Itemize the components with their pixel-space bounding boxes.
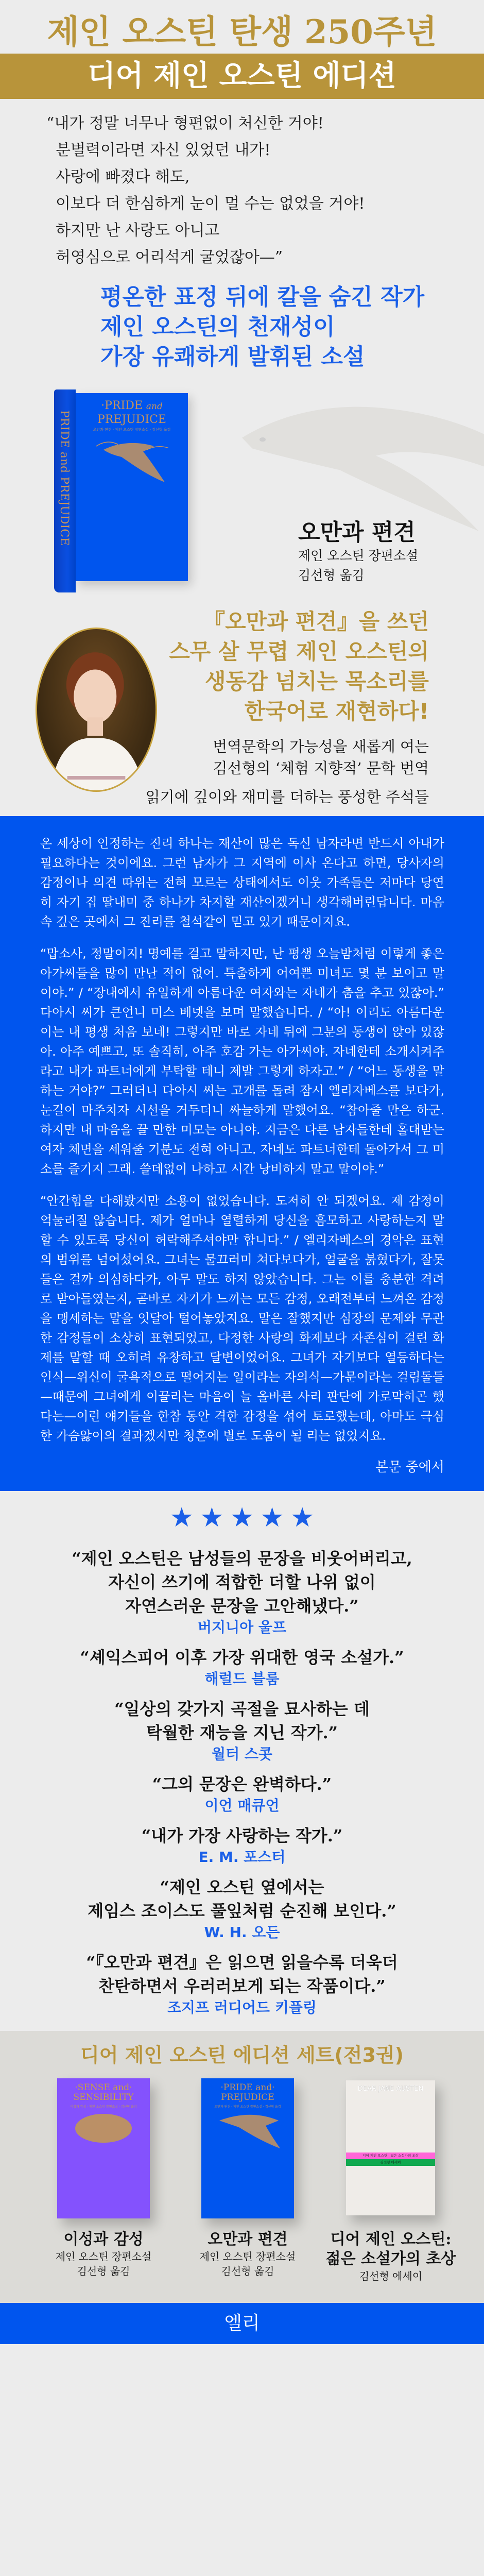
praise-author: 버지니아 울프 <box>197 1619 287 1636</box>
edition-title: 디어 제인 오스틴 에디션 <box>88 59 396 93</box>
star-icon: ★ <box>260 1502 284 1533</box>
star-icon: ★ <box>169 1502 194 1533</box>
set-books <box>0 2078 484 2223</box>
book-title: 오만과 편견 <box>298 519 416 546</box>
rose-icon <box>73 2110 134 2146</box>
set-section <box>0 2031 484 2303</box>
set-book-pride-and-prejudice <box>201 2078 294 2218</box>
anniversary-title: 제인 오스틴 탄생 250주년 <box>47 13 437 52</box>
footer <box>0 2303 484 2344</box>
set-book-label: 오만과 편견 제인 오스틴 장편소설 김선형 옮김 <box>199 2230 296 2277</box>
feature-note: 읽기에 깊이와 재미를 더하는 풍성한 주석들 <box>145 788 429 806</box>
publisher-logo: 엘리 <box>224 2313 260 2334</box>
cover-subtitle: 오만과 편견 · 제인 오스틴 장편소설 · 김선형 옮김 <box>214 2105 281 2109</box>
headline-line: 『오만과 편견』을 쓰던 <box>203 609 429 634</box>
rating-stars <box>170 1504 315 1531</box>
praise-author: W. H. 오든 <box>204 1924 280 1941</box>
tagline-line: 가장 유쾌하게 발휘된 소설 <box>100 344 365 370</box>
praise-quote: “제인 오스틴은 남성들의 문장을 비웃어버리고, 자신이 쓰기에 적합한 더할 나위 없이 자연스러운 문장을 고안해냈다.” <box>72 1549 412 1616</box>
excerpt-paragraph: 온 세상이 인정하는 진리 하나는 재산이 많은 독신 남자라면 반드시 아내가 필요하다는 것이에요. 그런 남자가 그 지역에 이사 온다고 하면, 당사자의 감정이나 의견 따위는 전혀 모르는 상태에서도 이웃 가족들은 저마다 당연히 자기 집 딸내미 중 하나가 차지할 재산이겠거니 생각해버린답니다. 마음속 깊은 곳에서 그 진리를 철석같이 믿고 있기 때문이지요. <box>40 836 444 929</box>
set-labels <box>0 2230 484 2292</box>
praise-author: 조지프 러디어드 키플링 <box>167 1999 317 2016</box>
praise-quote: “셰익스피어 이후 가장 위대한 영국 소설가.” <box>80 1648 404 1667</box>
excerpt-paragraph: “안간힘을 다해봤지만 소용이 없었습니다. 도저히 안 되겠어요. 제 감정이 억눌리질 않습니다. 제가 얼마나 열렬하게 당신을 흠모하고 사랑하는지 말할 수 있도록 당신이 허락해주셔야만 합니다.” / 엘리자베스의 경악은 표현의 범위를 넘어섰어요. 그녀는 물끄러미 쳐다보다가, 얼굴을 붉혔다가, 잘못 들은 걸까 의심하다가, 아무 말도 하지 않았습니다. 그는 이를 충분한 격려로 받아들였는지, 곧바로 자기가 느끼는 모든 감정, 오래전부터 느껴온 감정을 맹세하는 말을 잇달아 털어놓았지요. 말은 잘했지만 심장의 문제와 무관한 감정들이 소상히 표현되었고, 다정한 사랑의 화제보다 자존심이 걸린 화제를 말할 때 오히려 유창하고 달변이었어요. 그녀가 자기보다 열등하다는 인식—위신이 굴욕적으로 떨어지는 일이라는 자의식—가문이라는 걸림돌들—때문에 그녀에게 이끌리는 마음이 늘 올바른 사리 판단에 가로막히곤 했다는—이런 얘기들을 한참 동안 격한 감정을 섞어 토로했는데, 아마도 극심한 가슴앓이의 결과겠지만 청혼에 별로 도움이 될 리는 없었지요. <box>40 1194 444 1443</box>
jane-austen-portrait <box>36 628 157 792</box>
book-subtitle: 제인 오스틴 장편소설 <box>298 548 419 563</box>
edition-banner <box>0 54 484 99</box>
cover-band-title: 디어 제인 오스틴 : 젊은 소설가의 초상 <box>346 2153 435 2159</box>
feature-point: 김선형의 ‘체험 지향적’ 문학 번역 <box>213 759 429 777</box>
book-translator: 김선형 옮김 <box>298 568 365 583</box>
set-book-label: 이성과 감성 제인 오스틴 장편소설 김선형 옮김 <box>55 2230 152 2277</box>
excerpt-paragraph: “맙소사, 정말이지! 명예를 걸고 말하지만, 난 평생 오늘밤처럼 이렇게 좋은 아가씨들을 많이 만난 적이 없어. 특출하게 어여쁜 미녀도 몇 분 보이고 말이야.” / “장내에서 유일하게 아름다운 여자와는 자네가 춤을 추고 있잖아.” 다아시 씨가 큰언니 미스 베넷을 보며 말했습니다. / “아! 이리도 아름다운 이는 내 평생 처음 보네! 그렇지만 바로 자네 뒤에 그분의 동생이 앉아 있잖아. 아주 예쁘고, 또 솔직히, 아주 호감 가는 아가씨야. 자네한테 소개시켜주라고 내가 파트너에게 부탁할 테니 제발 그렇게 하자고.” / “어느 동생을 말하는 거야?” 그러더니 다아시 씨는 고개를 돌려 잠시 엘리자베스를 보다가, 눈길이 마주치자 시선을 거두더니 싸늘하게 말했어요. “참아줄 만은 하군. 하지만 내 마음을 끌 만한 미모는 아니야. 지금은 다른 남자들한테 홀대받는 여자 체면을 세워줄 기분도 전혀 아니고. 자네도 파트너한테 돌아가서 그 미소를 즐기지 그래. 쓸데없이 나하고 시간 낭비하지 말고 말이야.” <box>40 946 444 1176</box>
feature-section <box>0 607 484 808</box>
headline-line: 한국어로 재현하다! <box>244 699 429 724</box>
praise-author: 해럴드 블룸 <box>204 1670 280 1687</box>
excerpt-source: 본문 중에서 <box>375 1460 444 1475</box>
praise-quote: “내가 가장 사랑하는 작가.” <box>141 1826 343 1845</box>
cover-subtitle: 이성과 감성 · 제인 오스틴 장편소설 · 김선형 옮김 <box>70 2105 137 2109</box>
quote-line: 분별력이라면 자신 있었던 내가! <box>56 141 271 159</box>
tagline <box>0 282 484 372</box>
set-book-dear-jane-austen <box>346 2080 435 2215</box>
set-title: 디어 제인 오스틴 에디션 세트(전3권) <box>80 2044 404 2066</box>
book-pride-and-prejudice <box>54 385 188 592</box>
excerpt-section <box>0 816 484 1491</box>
quote-line: 하지만 난 사랑도 아니고 <box>56 222 220 240</box>
star-icon: ★ <box>200 1502 224 1533</box>
spine-title: PRIDE and PREJUDICE <box>58 410 71 546</box>
swallow-icon <box>96 435 168 486</box>
tagline-line: 평온한 표정 뒤에 칼을 숨긴 작가 <box>100 284 425 310</box>
set-book-label: 디어 제인 오스틴: 젊은 소설가의 초상 김선형 에세이 <box>325 2230 456 2282</box>
headline-line: 생동감 넘치는 목소리를 <box>205 669 429 694</box>
tagline-line: 제인 오스틴의 천재성이 <box>100 314 335 340</box>
book-spine <box>54 389 76 592</box>
praise-quote: “그의 문장은 완벽하다.” <box>152 1774 332 1794</box>
praise-author: 이언 매큐언 <box>204 1797 280 1814</box>
praise-author: 월터 스콧 <box>212 1745 272 1762</box>
praise-quote: “『오만과 편견』은 읽으면 읽을수록 더욱더 찬탄하면서 우러러보게 되는 작품이다.” <box>86 1953 398 1996</box>
cover-subtitle: 오만과 편견 · 제인 오스틴 장편소설 · 김선형 옮김 <box>93 428 171 432</box>
quote-line: 사랑에 빠졌다 해도, <box>56 168 190 186</box>
star-icon: ★ <box>290 1502 315 1533</box>
star-icon: ★ <box>230 1502 254 1533</box>
book-cover <box>76 393 188 581</box>
opening-quote <box>0 110 484 271</box>
cover-title: ·SENSE and· SENSIBILITY <box>73 2082 134 2103</box>
headline-line: 스무 살 무렵 제인 오스틴의 <box>169 639 429 664</box>
quote-line: 이보다 더 한심하게 눈이 멀 수는 없었을 거야! <box>56 195 365 213</box>
swallow-icon <box>214 2110 281 2149</box>
quote-line: “내가 정말 너무나 형편없이 처신한 거야! <box>46 114 324 132</box>
quote-line: 허영심으로 어리석게 굴었잖아—” <box>56 248 283 266</box>
praise-section <box>0 1531 484 2031</box>
cover-band-author: 김선형 에세이 <box>346 2159 435 2166</box>
swallow-illustration <box>221 380 484 535</box>
book-credits <box>298 546 418 585</box>
cover-title: ·PRIDE and· PREJUDICE <box>220 2082 275 2103</box>
praise-quote: “일상의 갖가지 곡절을 묘사하는 데 탁월한 재능을 지닌 작가.” <box>114 1699 370 1742</box>
praise-quote: “제인 오스틴 옆에서는 제임스 조이스도 풀잎처럼 순진해 보인다.” <box>88 1877 396 1921</box>
cover-title: ·PRIDE and PREJUDICE <box>97 399 166 426</box>
feature-point: 번역문학의 가능성을 새롭게 여는 <box>213 738 429 755</box>
praise-author: E. M. 포스터 <box>198 1849 286 1866</box>
book-info <box>298 519 418 585</box>
book-showcase <box>0 380 484 597</box>
set-book-sense-and-sensibility <box>57 2078 150 2218</box>
cover-title: DEAR JANE AUSTEN <box>357 2085 424 2093</box>
